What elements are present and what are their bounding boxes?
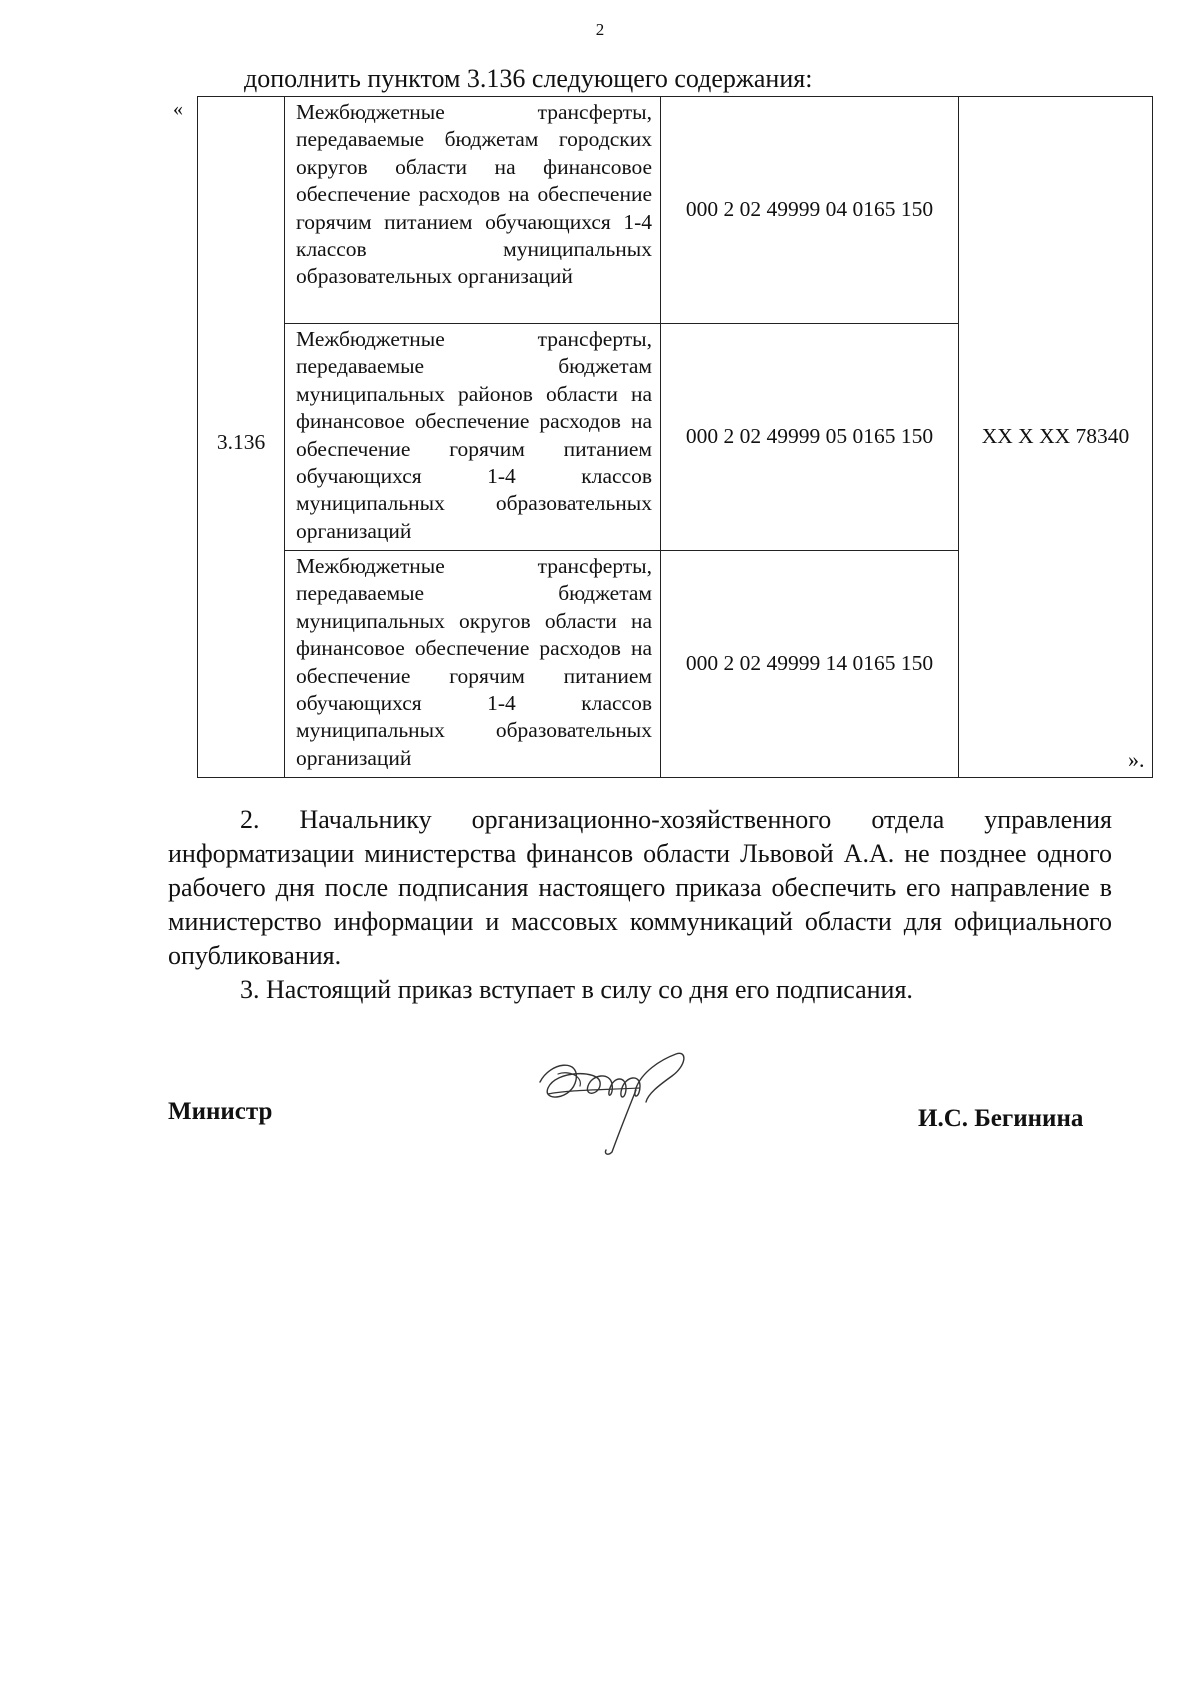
closing-quote: ». — [1128, 747, 1145, 772]
budget-code-cell: 000 2 02 49999 04 0165 150 — [661, 97, 959, 324]
page-number: 2 — [595, 20, 605, 39]
budget-code-cell: 000 2 02 49999 14 0165 150 — [661, 551, 959, 778]
description-text: Межбюджетные трансферты, передаваемые бюджетам муниципальных районов области на финансовое обеспечение расходов на обеспечение горячим питанием обучающихся 1-4 классов муниципальных образовательных организаций — [296, 327, 652, 543]
table-row — [198, 97, 1153, 324]
order-body — [168, 803, 1112, 1007]
description-cell — [285, 97, 661, 324]
opening-quote: « — [173, 98, 183, 120]
amendment-table — [197, 96, 1153, 778]
amendment-intro: дополнить пунктом 3.136 следующего содержания: — [244, 64, 813, 93]
paragraph: 2. Начальнику организационно-хозяйственного отдела управления информатизации министерства финансов области Львовой А.А. не позднее одного рабочего дня после подписания настоящего приказа обеспечить его направление в министерство информации и массовых коммуникаций области для официального опубликования. — [168, 805, 1112, 970]
paragraph: 3. Настоящий приказ вступает в силу со дня его подписания. — [240, 975, 913, 1004]
description-text: Межбюджетные трансферты, передаваемые бюджетам муниципальных округов области на финансовое обеспечение расходов на обеспечение горячим питанием обучающихся 1-4 классов муниципальных образовательных организаций — [296, 554, 652, 770]
handwritten-signature — [528, 1040, 708, 1160]
description-cell — [285, 324, 661, 551]
budget-code-cell: 000 2 02 49999 05 0165 150 — [661, 324, 959, 551]
description-cell — [285, 551, 661, 778]
target-code-cell: XX X XX 78340 — [959, 97, 1153, 778]
signatory-role: Министр — [168, 1098, 273, 1125]
signatory-name: И.С. Бегинина — [918, 1105, 1084, 1132]
description-text: Межбюджетные трансферты, передаваемые бюджетам городских округов области на финансовое обеспечение расходов на обеспечение горячим питанием обучающихся 1-4 классов муниципальных образовательных организаций — [296, 100, 652, 289]
item-number-cell: 3.136 — [198, 97, 285, 778]
